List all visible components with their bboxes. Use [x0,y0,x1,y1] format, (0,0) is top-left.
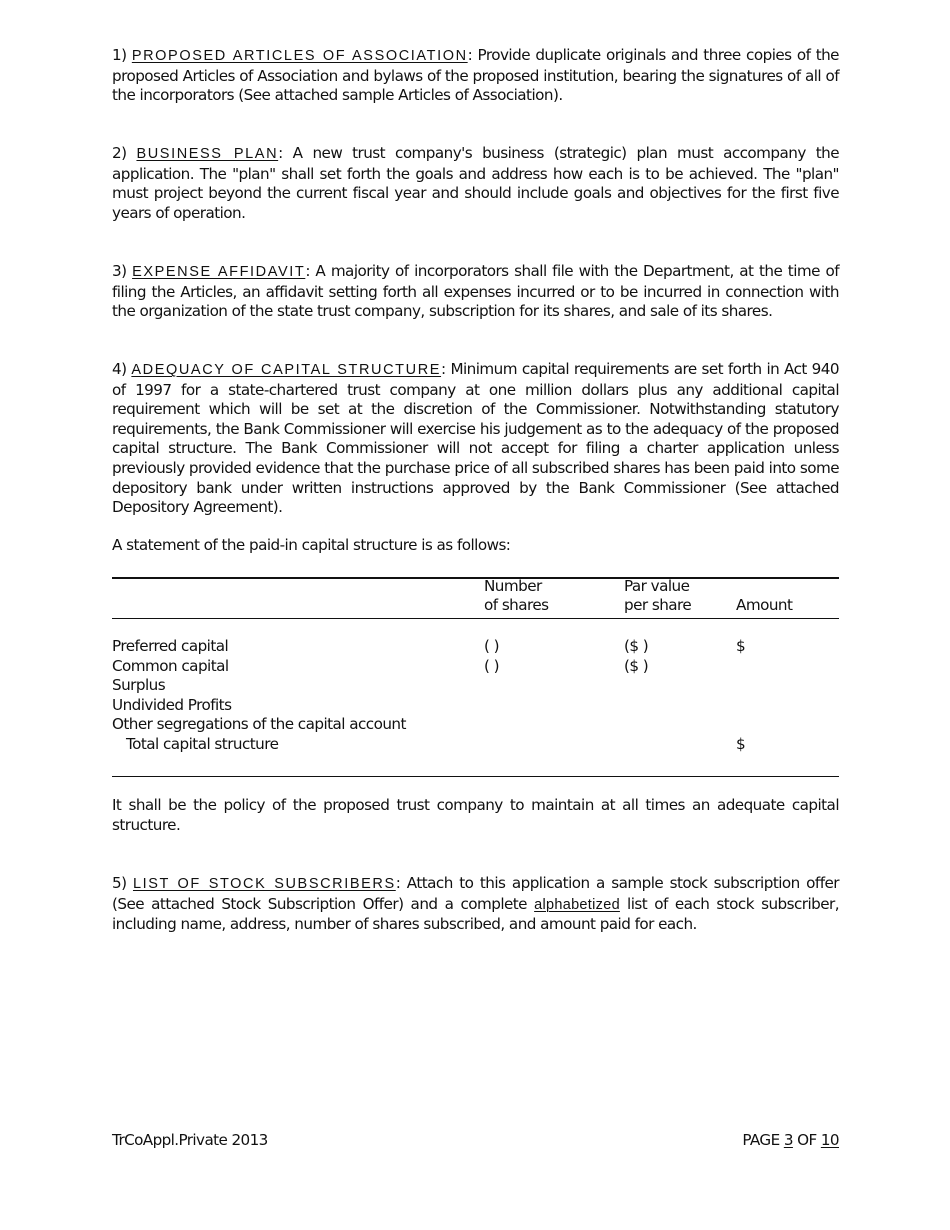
table-row-label: Other segregations of the capital account [112,715,406,733]
table-row-label: Undivided Profits [112,695,232,714]
policy-statement [112,796,839,835]
capital-statement-text: A statement of the paid-in capital structure is as follows: [112,536,511,554]
table-rule-bottom [112,776,839,777]
section-heading: ADEQUACY OF CAPITAL STRUCTURE [131,362,442,378]
table-cell-amount-total: $ [736,734,746,753]
table-cell-amount: $ [736,637,746,655]
section-heading: PROPOSED ARTICLES OF ASSOCIATION [131,48,468,64]
section-capital-structure [112,360,839,518]
section-body: : A new trust company's business (strategic) plan must accompany the application. The "plan" shall set forth the goals and address how each is to be achieved. The "plan" must project beyond the current fiscal year and should include goals and objectives for the first five years of operation. [112,144,839,222]
underlined-word: alphabetized [534,896,620,913]
header-amount: Amount [736,596,793,614]
table-row-label-total: Total capital structure [126,734,279,753]
section-expense-affidavit [112,262,839,322]
section-number: 4) [112,360,127,378]
section-heading: LIST OF STOCK SUBSCRIBERS [132,876,396,892]
capital-statement-intro [112,536,839,556]
table-row-label: Common capital [112,656,229,675]
section-body-before: : Attach to this application a sample stock subscription offer (See attached Stock Subscription Offer) and a complete [112,874,839,913]
section-proposed-articles [112,46,839,106]
capital-structure-table [112,577,839,777]
section-number: 5) [112,874,127,892]
section-paragraph [112,874,839,935]
footer-form-id: TrCoAppl.Private 2013 [112,1131,268,1149]
section-number: 1) [112,46,127,64]
section-paragraph [112,360,839,518]
section-number: 3) [112,262,127,280]
section-business-plan [112,144,839,223]
page-current: 3 [783,1131,793,1149]
page-prefix: PAGE [742,1131,784,1149]
header-shares-line2: of shares [484,596,549,614]
table-row-label: Surplus [112,676,166,694]
section-heading: BUSINESS PLAN [136,146,279,162]
section-body: : Provide duplicate originals and three copies of the proposed Articles of Association and bylaws of the proposed institution, bearing the signatures of all of the incorporators (See attached sample Articles of Association). [112,46,839,105]
section-paragraph [112,46,839,106]
table-cell-par: ($ ) [624,637,649,655]
section-body: : Minimum capital requirements are set forth in Act 940 of 1997 for a state-chartered trust company at one million dollars plus any additional capital requirement which will be set at the discretion of the Commissioner. Notwithstanding statutory requirements, the Bank Commissioner will exercise his judgement as to the adequacy of the proposed capital structure. The Bank Commissioner will not accept for filing a charter application unless previously provided evidence that the purchase price of all subscribed shares has been paid into some depository bank under written instructions approved by the Bank Commissioner (See attached Depository Agreement). [112,360,839,517]
page-total: 10 [820,1131,839,1149]
page-of: OF [792,1131,821,1149]
section-number: 2) [112,144,127,162]
table-cell-par: ($ ) [624,656,649,675]
table-cell-shares: ( ) [484,656,500,675]
header-par-line2: per share [624,596,692,614]
table-rule-top [112,577,839,579]
footer-page-number [742,1130,839,1150]
section-paragraph [112,262,839,322]
table-cell-shares: ( ) [484,637,500,655]
policy-text: It shall be the policy of the proposed trust company to maintain at all times an adequate capital structure. [112,796,839,834]
section-stock-subscribers [112,874,839,935]
header-shares-line1: Number [484,577,542,595]
section-paragraph [112,144,839,223]
section-heading: EXPENSE AFFIDAVIT [132,264,306,280]
table-rule-header [112,618,839,619]
table-row-label: Preferred capital [112,637,229,655]
header-par-line1: Par value [624,577,690,595]
section-body: : A majority of incorporators shall file with the Department, at the time of filing the Articles, an affidavit setting forth all expenses incurred or to be incurred in connection with the organization of the state trust company, subscription for its shares, and sale of its shares. [112,262,840,321]
section-body-after: list of each stock subscriber, including name, address, number of shares subscribed, and amount paid for each. [112,894,839,934]
